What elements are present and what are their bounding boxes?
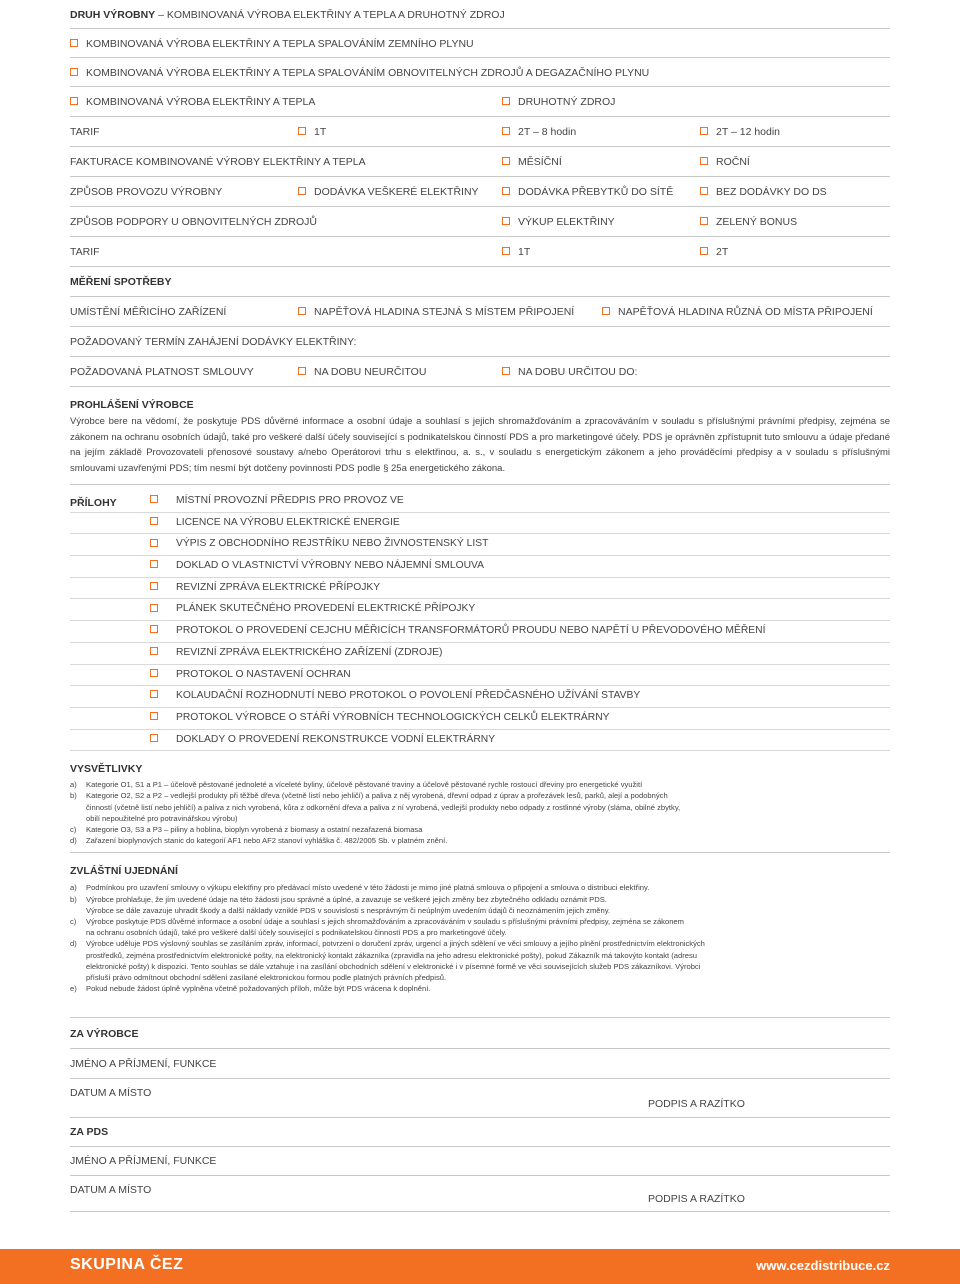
prohlaseni-section — [70, 387, 890, 485]
attachment-item[interactable] — [70, 599, 890, 621]
attachment-item[interactable] — [70, 621, 890, 643]
pds-signature-label: PODPIS A RAZÍTKO — [648, 1192, 745, 1205]
druh-option-2[interactable] — [70, 58, 649, 88]
checkbox-icon[interactable] — [150, 534, 166, 555]
druh-label-rest: – KOMBINOVANÁ VÝROBA ELEKTŘINY A TEPLA A DRUHOTNÝ ZDROJ — [155, 9, 505, 21]
tarif-row-2 — [70, 237, 890, 267]
druh-option-3-label: KOMBINOVANÁ VÝROBA ELEKTŘINY A TEPLA — [86, 96, 316, 108]
attachment-item[interactable] — [70, 491, 890, 513]
checkbox-box[interactable] — [150, 539, 158, 547]
checkbox-icon[interactable] — [150, 491, 166, 512]
checkbox-icon[interactable] — [150, 708, 166, 729]
tarif2-option-2t[interactable] — [700, 237, 728, 267]
attachment-item[interactable] — [70, 534, 890, 556]
tarif-option-label: 1T — [314, 126, 327, 138]
vyrobce-name-label: JMÉNO A PŘÍJMENÍ, FUNKCE — [70, 1057, 217, 1070]
list-item: b) Kategorie O2, S2 a P2 – vedlejší produkty při těžbě dřeva (včetně listí nebo jehličí) a paliva z něj vyrobená, dřevní odpad z úprav a prořezávek lesů, parků, alejí a podobných — [70, 791, 668, 801]
druh-option-2-label: KOMBINOVANÁ VÝROBA ELEKTŘINY A TEPLA SPALOVÁNÍM OBNOVITELNÝCH ZDROJŮ A DEGAZAČNÍHO PLYNU — [86, 67, 650, 79]
termin-label: POŽADOVANÝ TERMÍN ZAHÁJENÍ DODÁVKY ELEKTŘINY: — [70, 336, 357, 348]
checkbox-box[interactable] — [150, 734, 158, 742]
vyrobce-title: ZA VÝROBCE — [70, 1027, 139, 1040]
vyrobce-name-row[interactable] — [70, 1049, 890, 1079]
platnost-option-neurcitou[interactable] — [298, 357, 426, 387]
list-item-text: na ochranu osobních údajů, také pro veškeré další účely související s podnikatelskou činností PDS a pro marketingové účely. — [86, 928, 507, 938]
platnost-row — [70, 357, 890, 387]
attachment-label: KOLAUDAČNÍ ROZHODNUTÍ NEBO PROTOKOL O POVOLENÍ PŘEDČASNÉHO UŽÍVÁNÍ STAVBY — [176, 690, 641, 702]
druh-option-1[interactable] — [70, 29, 474, 59]
list-item: a) Kategorie O1, S1 a P1 – účelově pěstované jednoleté a víceleté byliny, účelově pěstované traviny a účelově pěstované rychle rostoucí dřeviny pro energetické využití — [70, 780, 643, 790]
attachment-item[interactable] — [70, 513, 890, 535]
list-item-text: elektronické pošty) k dispozici. Tento souhlas se dále vztahuje i na zasílání obchodních sdělení v elektronické i v písemné formě ve věci souvisejících služeb PDS zákazníkovi. Výrobci — [86, 961, 701, 971]
fakturace-label: FAKTURACE KOMBINOVANÉ VÝROBY ELEKTŘINY A TEPLA — [70, 156, 366, 168]
website-link[interactable]: www.cezdistribuce.cz — [756, 1258, 890, 1273]
tarif-option-1t[interactable] — [298, 117, 326, 147]
list-item — [70, 905, 890, 916]
checkbox-box[interactable] — [150, 625, 158, 633]
attachment-label: REVIZNÍ ZPRÁVA ELEKTRICKÉHO ZAŘÍZENÍ (ZDROJE) — [176, 646, 443, 658]
platnost-option-label: NA DOBU NEURČITOU — [314, 366, 427, 378]
attachment-label: PROTOKOL O NASTAVENÍ OCHRAN — [176, 668, 351, 680]
list-item-text: Výrobce uděluje PDS výslovný souhlas se zasíláním zpráv, informací, potvrzení o doručení zpráv, urgencí a jiných sdělení ve věci smlouvy a jejího plnění prostřednictvím elektronických — [86, 939, 705, 949]
checkbox-icon[interactable] — [502, 127, 510, 135]
druh-option-4-label: DRUHOTNÝ ZDROJ — [518, 96, 616, 108]
vysvetlivky-title: VYSVĚTLIVKY — [70, 763, 143, 776]
pds-name-row[interactable] — [70, 1147, 890, 1176]
checkbox-icon[interactable] — [502, 247, 510, 255]
podpora-label: ZPŮSOB PODPORY U OBNOVITELNÝCH ZDROJŮ — [70, 216, 317, 228]
attachment-item[interactable] — [70, 556, 890, 578]
list-item: d) Výrobce uděluje PDS výslovný souhlas se zasíláním zpráv, informací, potvrzení o doručení zpráv, urgencí a jiných sdělení ve věci smlouvy a jejího plnění prostřednictvím elektronických — [70, 939, 705, 949]
list-item-text: přísluší právo odmítnout obchodní sdělení zasílané elektronickou formou podle platných právních předpisů. — [86, 973, 447, 983]
druh-option-4[interactable] — [502, 87, 615, 117]
druh-option-1-label: KOMBINOVANÁ VÝROBA ELEKTŘINY A TEPLA SPALOVÁNÍM ZEMNÍHO PLYNU — [86, 38, 474, 50]
checkbox-icon[interactable] — [700, 247, 708, 255]
attachment-item[interactable] — [70, 643, 890, 665]
pds-name-label: JMÉNO A PŘÍJMENÍ, FUNKCE — [70, 1154, 217, 1167]
checkbox-icon[interactable] — [150, 513, 166, 534]
list-item-text: Pokud nebude žádost úplně vyplněna včetně požadovaných příloh, může být PDS vrácena k doplnění. — [86, 984, 431, 994]
list-item — [70, 927, 890, 938]
attachment-label: MÍSTNÍ PROVOZNÍ PŘEDPIS PRO PROVOZ VE — [176, 495, 404, 506]
tarif2-label: TARIF — [70, 246, 100, 258]
list-item: c) Výrobce poskytuje PDS důvěrné informace a osobní údaje a souhlasí s jejich shromažďováním a zpracováváním v souladu s příslušnými právními předpisy, zejména se zákonem — [70, 917, 684, 927]
tarif2-option-1t[interactable] — [502, 237, 530, 267]
list-item: a) Podmínkou pro uzavření smlouvy o výkupu elektřiny pro předávací místo uvedené v této žádosti je mimo jiné platná smlouva o připojení a smlouva o distribuci elektřiny. — [70, 883, 650, 893]
attachment-label: PROTOKOL O PROVEDENÍ CEJCHU MĚŘICÍCH TRANSFORMÁTORŮ PROUDU NEBO NAPĚTÍ U PŘEVODOVÉHO MĚŘENÍ — [176, 625, 766, 637]
list-item: c) Kategorie O3, S3 a P3 – piliny a hoblina, bioplyn vyrobená z biomasy a ostatní nezařazená biomasa — [70, 825, 423, 835]
checkbox-icon[interactable] — [150, 578, 166, 599]
pds-date-row[interactable] — [70, 1176, 890, 1212]
fakturace-row — [70, 147, 890, 177]
vyrobce-date-label: DATUM A MÍSTO — [70, 1086, 152, 1099]
checkbox-icon[interactable] — [298, 187, 306, 195]
platnost-label: POŽADOVANÁ PLATNOST SMLOUVY — [70, 366, 254, 378]
checkbox-icon[interactable] — [298, 127, 306, 135]
list-item-text: Kategorie O1, S1 a P1 – účelově pěstované jednoleté a víceleté byliny, účelově pěstované traviny a účelově pěstované rychle rostoucí dřeviny pro energetické využití — [86, 780, 643, 790]
list-item-text: Výrobce poskytuje PDS důvěrné informace a osobní údaje a souhlasí s jejich shromažďováním a zpracováváním v souladu s příslušnými právními předpisy, zejména se zákonem — [86, 917, 684, 927]
attachment-item[interactable] — [70, 665, 890, 687]
list-item: e) Pokud nebude žádost úplně vyplněna včetně požadovaných příloh, může být PDS vrácena k doplnění. — [70, 984, 431, 994]
checkbox-box[interactable] — [150, 582, 158, 590]
mereni-title-row — [70, 267, 890, 297]
pds-title-row — [70, 1118, 890, 1147]
checkbox-icon[interactable] — [700, 157, 708, 165]
provoz-option-label: DODÁVKA PŘEBYTKŮ DO SÍTĚ — [518, 186, 674, 198]
mereni-row — [70, 297, 890, 327]
vysvetlivky-list — [70, 779, 890, 846]
list-item — [70, 972, 890, 983]
checkbox-icon[interactable] — [700, 127, 708, 135]
druh-row-3 — [70, 87, 890, 117]
list-item-text: Kategorie O2, S2 a P2 – vedlejší produkty při těžbě dřeva (včetně listí nebo jehličí) a paliva z něj vyrobená, dřevní odpad z úprav a prořezávek lesů, parků, alejí a podobných — [86, 791, 668, 801]
attachment-item[interactable] — [70, 578, 890, 600]
list-item-text: prostředků, zejména prostřednictvím elektronické pošty, na elektronický kontakt zákazníka (zpravidla na jeho adresu elektronické pošty), pokud Zákazník má takovýto kontakt (adresu — [86, 950, 698, 960]
druh-label: DRUH VÝROBNY — [70, 9, 156, 21]
tarif-option-label: 2T – 8 hodin — [518, 126, 577, 138]
checkbox-box[interactable] — [150, 604, 158, 612]
checkbox-icon[interactable] — [502, 97, 510, 105]
checkbox-box[interactable] — [150, 669, 158, 677]
attachment-label: VÝPIS Z OBCHODNÍHO REJSTŘÍKU NEBO ŽIVNOSTENSKÝ LIST — [176, 538, 489, 550]
prilohy-title: PŘÍLOHY — [70, 497, 117, 509]
prohlaseni-text: Výrobce bere na vědomí, že poskytuje PDS důvěrné informace a osobní údaje a souhlasí s jejich shromažďováním a zpracováváním v souladu s příslušnými právními předpisy, zejména se zákonem na ochranu osobních údajů, také pro veškeré další účely související s podnikatelskou činností PDS a pro marketingové účely. PDS je oprávněn zpřístupnit tuto smlouvu a údaje předané na jejím základě Provozovateli přenosové soustavy a/nebo Operátorovi trhu s elektřinou, a. s., v souladu s energetickým zákonem a jeho prováděcími předpisy a v souladu s příslušnými smlouvami uzavřenými PDS; tím nesmí být dotčeny povinnosti PDS podle § 25a energetického zákona. — [70, 416, 890, 474]
provoz-row — [70, 177, 890, 207]
vyrobce-date-row[interactable] — [70, 1079, 890, 1118]
checkbox-icon[interactable] — [502, 157, 510, 165]
list-item — [70, 802, 890, 813]
attachment-item[interactable] — [70, 730, 890, 752]
checkbox-icon[interactable] — [298, 367, 306, 375]
list-item-text: Podmínkou pro uzavření smlouvy o výkupu elektřiny pro předávací místo uvedené v této žádosti je mimo jiné platná smlouva o připojení a smlouva o distribuci elektřiny. — [86, 883, 650, 893]
checkbox-box[interactable] — [150, 560, 158, 568]
checkbox-box[interactable] — [150, 647, 158, 655]
mereni-option-label: NAPĚŤOVÁ HLADINA STEJNÁ S MÍSTEM PŘIPOJENÍ — [314, 306, 575, 318]
fakturace-option-label: MĚSÍČNÍ — [518, 156, 562, 168]
prilohy-section — [70, 485, 890, 751]
attachment-label: LICENCE NA VÝROBU ELEKTRICKÉ ENERGIE — [176, 516, 400, 528]
podpora-row — [70, 207, 890, 237]
checkbox-icon[interactable] — [700, 187, 708, 195]
list-item-text: Výrobce prohlašuje, že jím uvedené údaje na této žádosti jsou správné a úplné, a zavazuje se veškeré jejich změny bez zbytečného odkladu oznámit PDS. — [86, 894, 607, 904]
druh-header-row — [70, 0, 890, 29]
ujednani-list — [70, 882, 890, 994]
checkbox-box[interactable] — [150, 712, 158, 720]
checkbox-icon[interactable] — [150, 621, 166, 642]
checkbox-icon[interactable] — [150, 665, 166, 686]
druh-row-2 — [70, 58, 890, 87]
tarif-option-2t-12[interactable] — [700, 117, 780, 147]
mereni-label: UMÍSTĚNÍ MĚŘICÍHO ZAŘÍZENÍ — [70, 306, 227, 318]
checkbox-icon[interactable] — [700, 217, 708, 225]
list-item — [70, 961, 890, 972]
brand-logo-text: SKUPINA ČEZ — [70, 1256, 184, 1273]
checkbox-icon[interactable] — [150, 686, 166, 707]
checkbox-box[interactable] — [150, 495, 158, 503]
vyrobce-signature-label: PODPIS A RAZÍTKO — [648, 1097, 745, 1110]
attachment-label: PROTOKOL VÝROBCE O STÁŘÍ VÝROBNÍCH TECHNOLOGICKÝCH CELKŮ ELEKTRÁRNY — [176, 711, 610, 723]
checkbox-icon[interactable] — [150, 643, 166, 664]
checkbox-box[interactable] — [150, 690, 158, 698]
tarif-label: TARIF — [70, 126, 100, 138]
tarif-row-1 — [70, 117, 890, 147]
checkbox-icon[interactable] — [602, 307, 610, 315]
list-item-text: Kategorie O3, S3 a P3 – piliny a hoblina, bioplyn vyrobená z biomasy a ostatní nezařazená biomasa — [86, 825, 423, 835]
mereni-option-stejna[interactable] — [298, 297, 574, 327]
platnost-option-urcitou[interactable] — [502, 357, 637, 387]
provoz-option-label: DODÁVKA VEŠKERÉ ELEKTŘINY — [314, 186, 479, 198]
attachment-label: DOKLAD O VLASTNICTVÍ VÝROBNY NEBO NÁJEMNÍ SMLOUVA — [176, 560, 485, 572]
checkbox-icon[interactable] — [150, 556, 166, 577]
attachment-label: DOKLADY O PROVEDENÍ REKONSTRUKCE VODNÍ ELEKTRÁRNY — [176, 733, 496, 745]
checkbox-box[interactable] — [150, 517, 158, 525]
druh-row-1 — [70, 29, 890, 58]
checkbox-icon[interactable] — [502, 217, 510, 225]
podpora-option-label: ZELENÝ BONUS — [716, 216, 798, 228]
termin-row — [70, 327, 890, 357]
checkbox-icon[interactable] — [70, 39, 78, 47]
mereni-title: MĚŘENÍ SPOTŘEBY — [70, 276, 172, 288]
druh-option-3[interactable] — [70, 87, 315, 117]
list-item-text: Výrobce se dále zavazuje uhradit škody a další náklady vzniklé PDS v souvislosti s nesprávným či neúplným uvedením údajů či neoznámením jejich změny. — [86, 905, 611, 915]
list-item — [70, 950, 890, 961]
ujednani-title: ZVLÁŠTNÍ UJEDNÁNÍ — [70, 865, 178, 878]
attachment-item[interactable] — [70, 708, 890, 730]
podpora-option-bonus[interactable] — [700, 207, 797, 237]
fakturace-option-rocni[interactable] — [700, 147, 750, 177]
checkbox-icon[interactable] — [298, 307, 306, 315]
list-item-text: Zařazení bioplynových stanic do kategorií AF1 nebo AF2 stanoví vyhláška č. 482/2005 Sb. v platném znění. — [86, 836, 448, 846]
platnost-option-label: NA DOBU URČITOU DO: — [518, 366, 638, 378]
list-item: d) Zařazení bioplynových stanic do kategorií AF1 nebo AF2 stanoví vyhláška č. 482/2005 Sb. v platném znění. — [70, 836, 448, 846]
checkbox-icon[interactable] — [150, 599, 166, 620]
prilohy-list — [70, 491, 890, 751]
mereni-option-ruzna[interactable] — [602, 297, 873, 327]
prohlaseni-title: PROHLÁŠENÍ VÝROBCE — [70, 399, 194, 411]
fakturace-option-label: ROČNÍ — [716, 156, 750, 168]
list-item-text: obilí nepoužitelné pro potravinářskou výrobu) — [86, 813, 238, 823]
attachment-label: PLÁNEK SKUTEČNÉHO PROVEDENÍ ELEKTRICKÉ PŘÍPOJKY — [176, 603, 476, 615]
podpora-option-label: VÝKUP ELEKTŘINY — [518, 216, 615, 228]
ujednani-section — [70, 853, 890, 1017]
pds-title: ZA PDS — [70, 1125, 109, 1138]
attachment-item[interactable] — [70, 686, 890, 708]
tarif2-option-label: 2T — [716, 246, 729, 258]
form-page — [70, 0, 890, 1212]
checkbox-icon[interactable] — [70, 97, 78, 105]
mereni-option-label: NAPĚŤOVÁ HLADINA RŮZNÁ OD MÍSTA PŘIPOJENÍ — [618, 306, 873, 318]
fakturace-option-mesicni[interactable] — [502, 147, 562, 177]
tarif-option-2t-8[interactable] — [502, 117, 576, 147]
provoz-label: ZPŮSOB PROVOZU VÝROBNY — [70, 186, 223, 198]
tarif-option-label: 2T – 12 hodin — [716, 126, 781, 138]
checkbox-icon[interactable] — [502, 367, 510, 375]
checkbox-icon[interactable] — [150, 730, 166, 751]
provoz-option-3[interactable] — [700, 177, 827, 207]
tarif2-option-label: 1T — [518, 246, 531, 258]
signature-section — [70, 1018, 890, 1212]
vysvetlivky-section — [70, 751, 890, 853]
podpora-option-vykup[interactable] — [502, 207, 615, 237]
vyrobce-title-row — [70, 1018, 890, 1049]
provoz-option-label: BEZ DODÁVKY DO DS — [716, 186, 827, 198]
footer-bar — [0, 1249, 960, 1284]
pds-date-label: DATUM A MÍSTO — [70, 1183, 152, 1196]
provoz-option-1[interactable] — [298, 177, 479, 207]
list-item-text: činností (včetně listí nebo jehličí) a paliva z nich vyrobená, kůra z odkornění dřeva a paliva z ní vyrobená, vedlejší produkty nebo odpady z rostlinné výroby (sláma, obilné zbytky, — [86, 802, 681, 812]
attachment-label: REVIZNÍ ZPRÁVA ELEKTRICKÉ PŘÍPOJKY — [176, 581, 381, 593]
checkbox-icon[interactable] — [502, 187, 510, 195]
checkbox-icon[interactable] — [70, 68, 78, 76]
list-item — [70, 813, 890, 824]
list-item: b) Výrobce prohlašuje, že jím uvedené údaje na této žádosti jsou správné a úplné, a zavazuje se veškeré jejich změny bez zbytečného odkladu oznámit PDS. — [70, 894, 607, 904]
provoz-option-2[interactable] — [502, 177, 673, 207]
